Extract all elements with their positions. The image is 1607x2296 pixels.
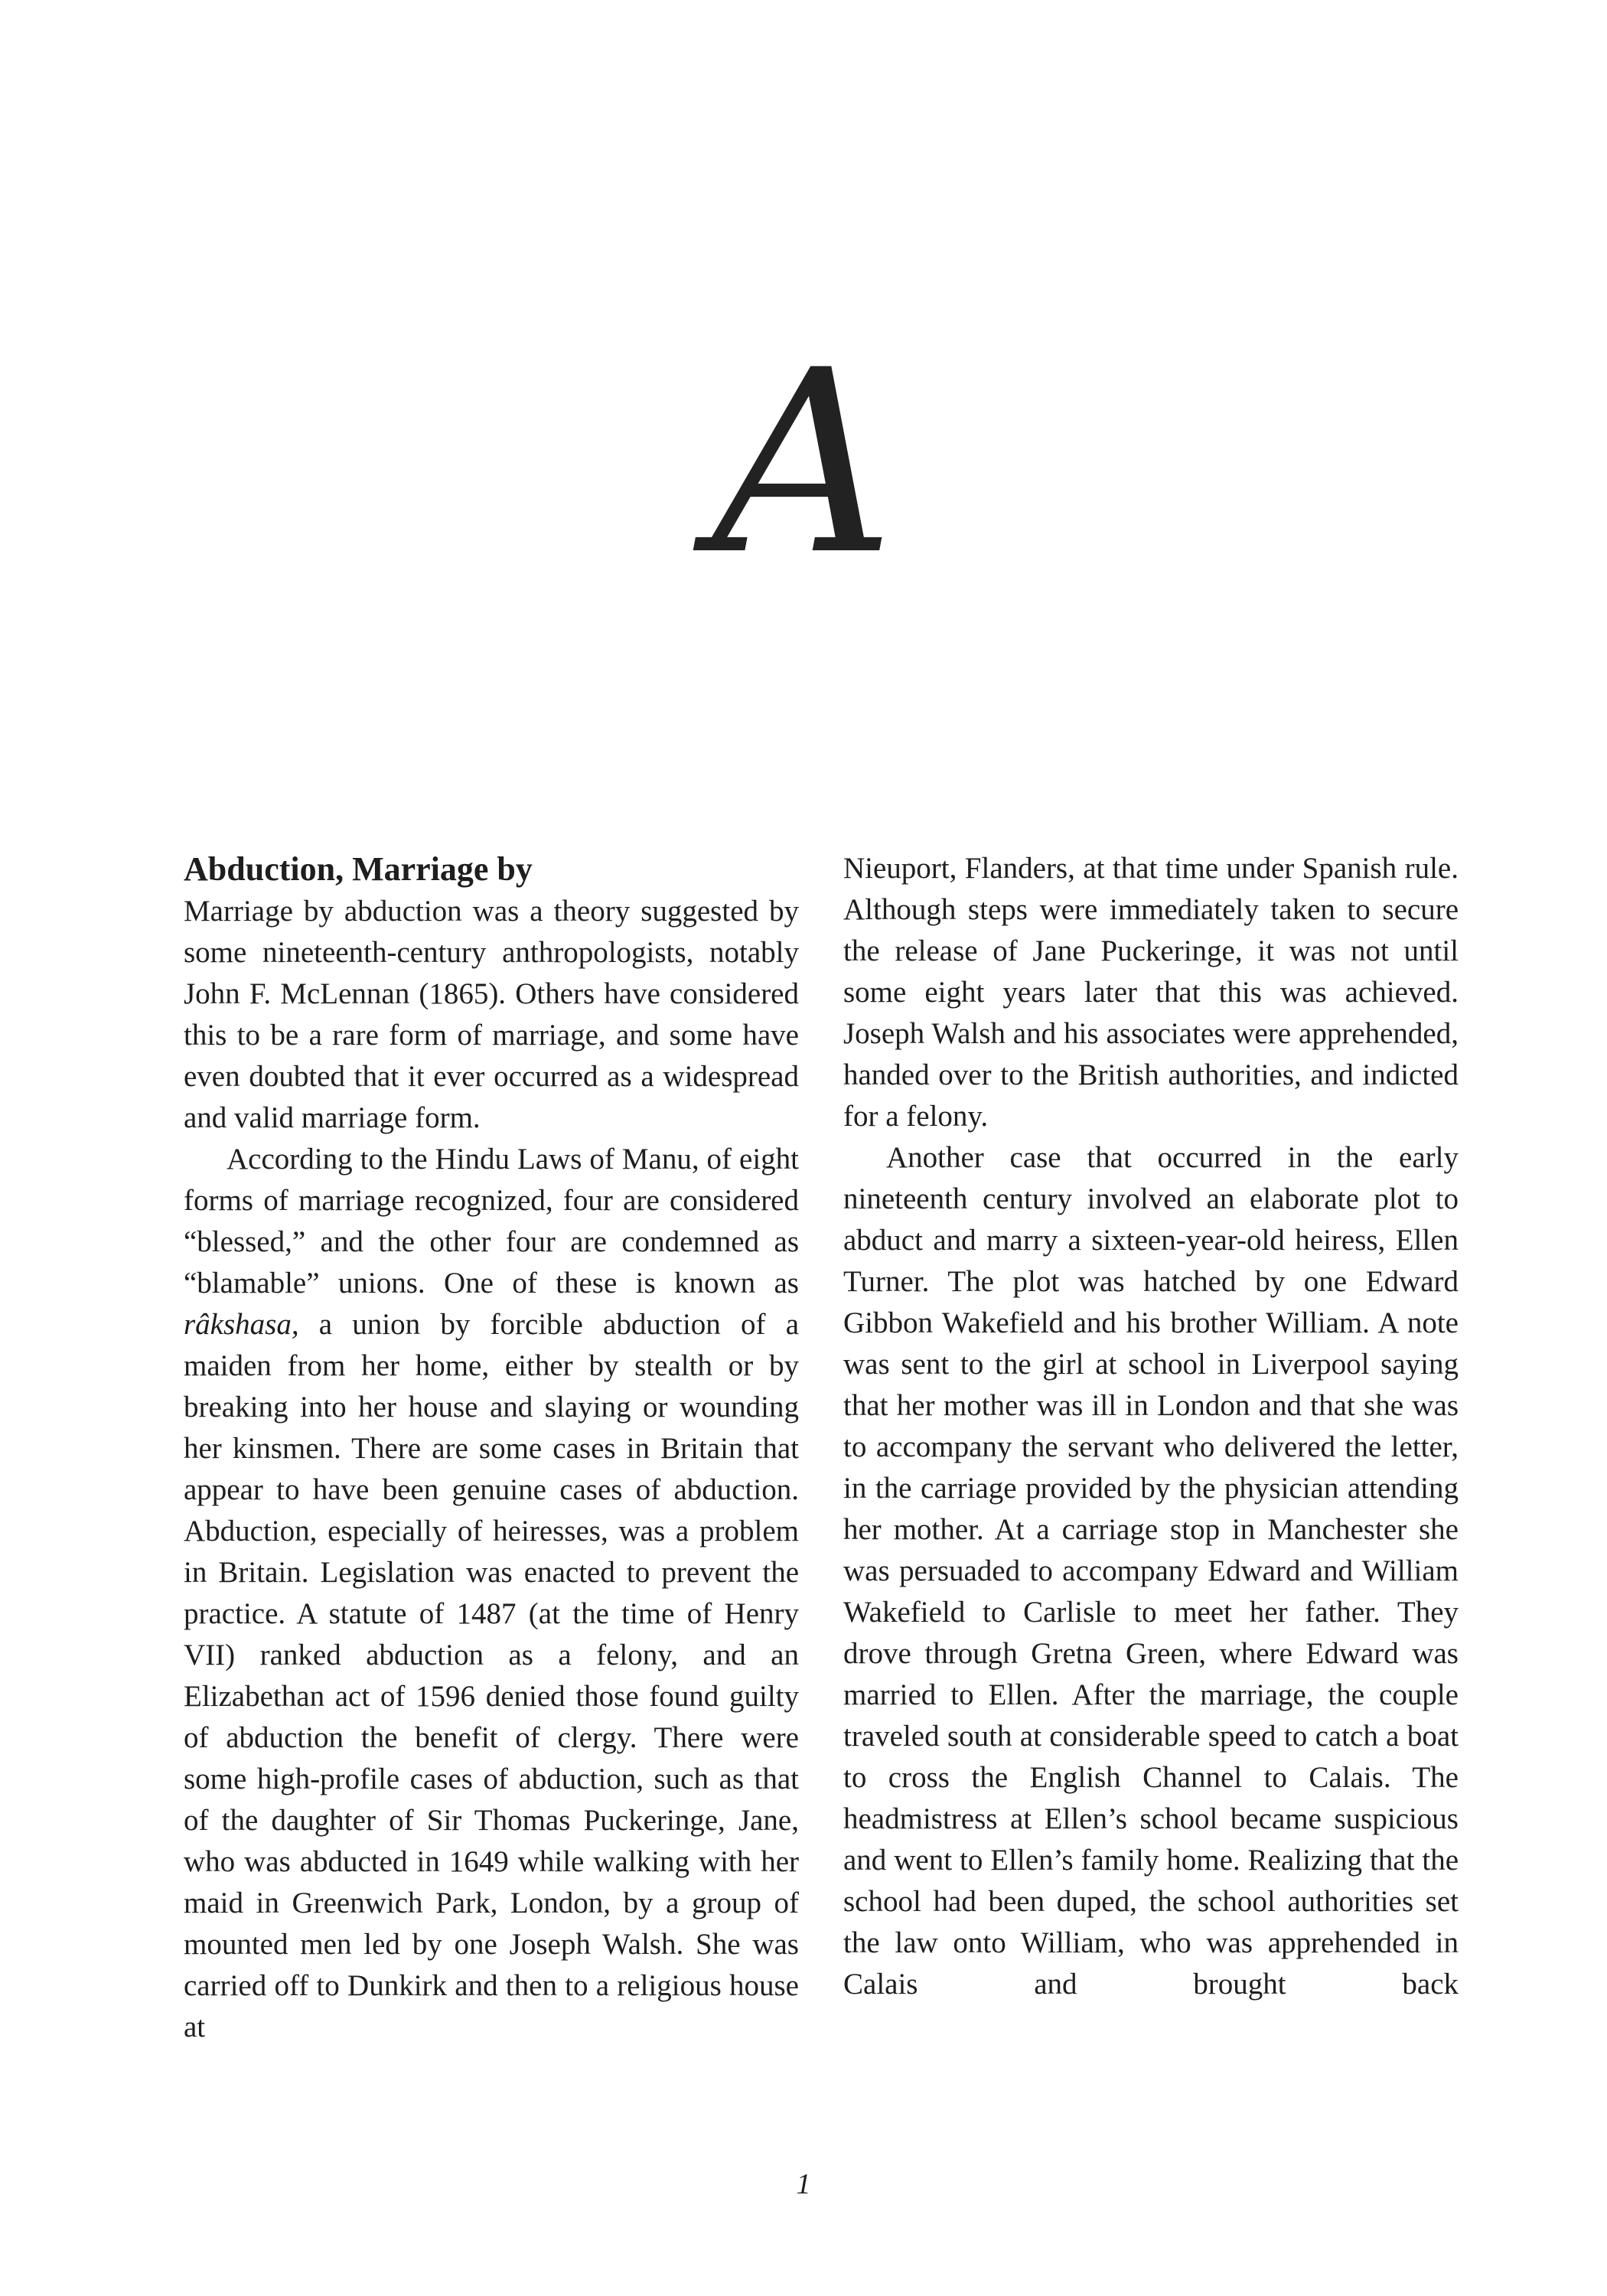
paragraph-2 bbox=[184, 1139, 799, 2048]
paragraph-3: Nieuport, Flanders, at that time under Spanish rule. Although steps were immediately taken to secure the release of Jane Puckeringe, it was not until some eight years later that this was achieved. Joseph Walsh and his associates were apprehended, handed over to the British authorities, and indicted for a felony. bbox=[843, 852, 1459, 1133]
term-rakshasa: râkshasa, bbox=[184, 1308, 299, 1341]
entry-heading: Abduction, Marriage by bbox=[184, 850, 533, 888]
paragraph-2-text-a: According to the Hindu Laws of Manu, of eight forms of marriage recognized, four are considered “blessed,” and the other four are condemned as “blamable” unions. One of these is known as bbox=[184, 1143, 799, 1300]
paragraph-1: Marriage by abduction was a theory suggested by some nineteenth-century anthropologists, notably John F. McLennan (1865). Others have considered this to be a rare form of marriage, and some have even doubted that it ever occurred as a widespread and valid marriage form. bbox=[184, 895, 799, 1134]
left-column bbox=[184, 848, 799, 2048]
right-column bbox=[843, 848, 1459, 2005]
paragraph-2-text-b: a union by forcible abduction of a maiden from her home, either by stealth or by breaking into her house and slaying or wounding her kinsmen. There are some cases in Britain that appear to have been genuine cases of abduction. Abduction, especially of heiresses, was a problem in Britain. Legislation was enacted to prevent the practice. A statute of 1487 (at the time of Henry VII) ranked abduction as a felony, and an Elizabethan act of 1596 denied those found guilty of abduction the benefit of clergy. There were some high-profile cases of abduction, such as that of the daughter of Sir Thomas Puckeringe, Jane, who was abducted in 1649 while walking with her maid in Greenwich Park, London, by a group of mounted men led by one Joseph Walsh. She was carried off to Dunkirk and then to a religious house at bbox=[184, 1308, 800, 2043]
section-letter: A bbox=[712, 316, 895, 610]
paragraph-4: Another case that occurred in the early nineteenth century involved an elaborate plot to abduct and marry a sixteen-year-old heiress, Ellen Turner. The plot was hatched by one Edward Gibbon Wakefield and his brother William. A note was sent to the girl at school in Liverpool saying that her mother was ill in London and that she was to accompany the servant who delivered the letter, in the carriage provided by the physician attending her mother. At a carriage stop in Manchester she was persuaded to accompany Edward and William Wakefield to Carlisle to meet her father. They drove through Gretna Green, where Edward was married to Ellen. After the marriage, the couple traveled south at considerable speed to catch a boat to cross the English Channel to Calais. The headmistress at Ellen’s school became suspicious and went to Ellen’s family home. Realizing that the school had been duped, the school authorities set the law onto William, who was apprehended in Calais and brought back bbox=[843, 1141, 1459, 2001]
page-number: 1 bbox=[796, 2168, 811, 2200]
